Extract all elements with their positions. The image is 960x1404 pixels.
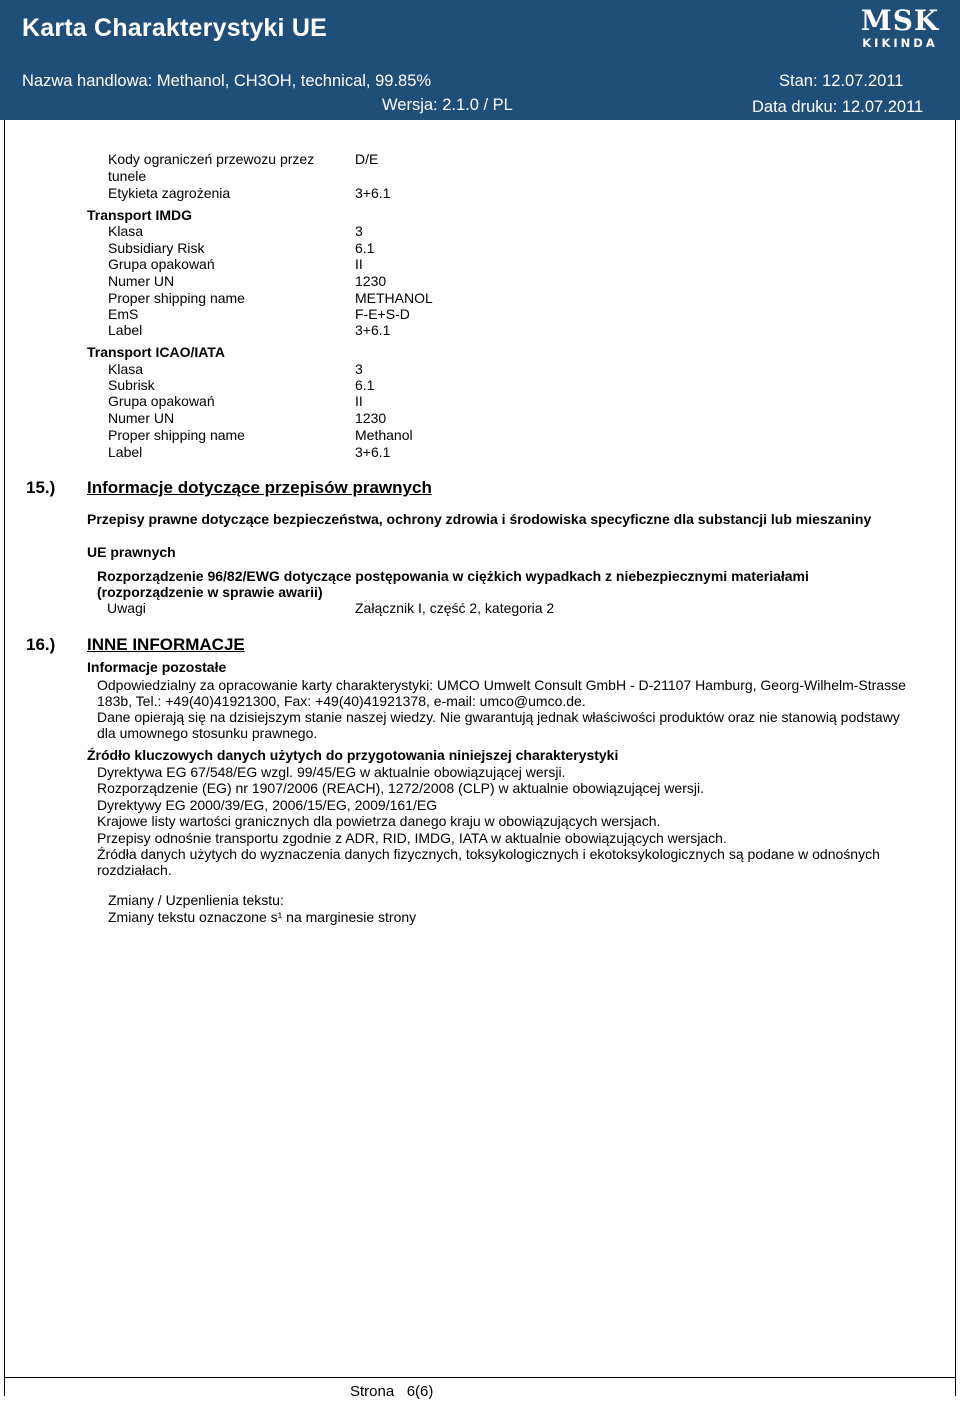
logo-sub-text: KIKINDA <box>862 36 938 50</box>
company-logo <box>854 6 946 56</box>
other-info-line: dla umownego stosunku prawnego. <box>97 725 318 741</box>
imdg-row-value: 3 <box>355 223 363 239</box>
icao-row-label: Subrisk <box>108 377 155 393</box>
imdg-row-label: Subsidiary Risk <box>108 240 205 256</box>
other-info-title: Informacje pozostałe <box>87 659 227 675</box>
imdg-row-label: Grupa opakowań <box>108 256 215 272</box>
data-source-line: Rozporządzenie (EG) nr 1907/2006 (REACH), 1272/2008 (CLP) w aktualnie obowiązującej wersji. <box>97 780 704 796</box>
icao-title: Transport ICAO/IATA <box>87 344 225 360</box>
logo-main-text: MSK <box>860 4 940 37</box>
section-15-title: Informacje dotyczące przepisów prawnych <box>87 478 432 497</box>
document-title: Karta Charakterystyki UE <box>22 14 327 42</box>
imdg-row-label: Klasa <box>108 223 144 239</box>
icao-row-label: Numer UN <box>108 410 175 426</box>
ue-regulations-label: UE prawnych <box>87 544 176 560</box>
data-source-line: Krajowe listy wartości granicznych dla powietrza danego kraju w obowiązujących wersjach. <box>97 813 661 829</box>
uwagi-label: Uwagi <box>107 600 146 616</box>
print-date: Data druku: 12.07.2011 <box>752 98 924 116</box>
page-number: Strona 6(6) <box>350 1383 434 1400</box>
other-info-line: 183b, Tel.: +49(40)41921300, Fax: +49(40)41921378, e-mail: umco@umco.de. <box>97 693 586 709</box>
section-15-subtitle: Przepisy prawne dotyczące bezpieczeństwa, ochrony zdrowia i środowiska specyficzne dla substancji lub mieszaniny <box>87 511 872 527</box>
imdg-row-value: F-E+S-D <box>355 306 410 322</box>
data-sources-title: Źródło kluczowych danych użytych do przygotowania niniejszej charakterystyki <box>87 747 619 763</box>
uwagi-value: Załącznik I, część 2, kategoria 2 <box>355 600 555 616</box>
imdg-row-value: II <box>355 256 363 272</box>
icao-row-value: 3+6.1 <box>355 444 391 460</box>
data-source-line: rozdziałach. <box>97 862 172 878</box>
regulation-line-1: Rozporządzenie 96/82/EWG dotyczące postępowania w ciężkich wypadkach z niebezpiecznymi materiałami <box>97 568 809 584</box>
other-info-line: Odpowiedzialny za opracowanie karty charakterystyki: UMCO Umwelt Consult GmbH - D-21107 Hamburg, Georg-Wilhelm-Strasse <box>97 677 906 693</box>
data-source-line: Dyrektywy EG 2000/39/EG, 2006/15/EG, 2009/161/EG <box>97 797 438 813</box>
data-source-line: Dyrektywa EG 67/548/EG wzgl. 99/45/EG w aktualnie obowiązującej wersji. <box>97 764 566 780</box>
icao-row-label: Grupa opakowań <box>108 393 215 409</box>
icao-row-value: Methanol <box>355 427 413 443</box>
icao-row-value: 6.1 <box>355 377 375 393</box>
section-16-number: 16.) <box>26 635 56 654</box>
regulation-line-2: (rozporządzenie w sprawie awarii) <box>97 584 323 600</box>
other-info-line: Dane opierają się na dzisiejszym stanie naszej wiedzy. Nie gwarantują jednak właściwości produktów oraz nie stanowią podstawy <box>97 709 900 725</box>
section-15-number: 15.) <box>26 478 56 497</box>
icao-row-label: Label <box>108 444 143 460</box>
version: Wersja: 2.1.0 / PL <box>382 96 513 114</box>
imdg-row-label: Label <box>108 322 143 338</box>
stan-date: Stan: 12.07.2011 <box>779 72 904 90</box>
imdg-row-value: 3+6.1 <box>355 322 391 338</box>
document-header <box>0 0 960 120</box>
tunnel-code-value: D/E <box>355 151 379 167</box>
tunnel-code-label-2: tunele <box>108 168 147 184</box>
imdg-row-label: Numer UN <box>108 273 175 289</box>
icao-row-label: Klasa <box>108 361 144 377</box>
icao-row-value: 3 <box>355 361 363 377</box>
imdg-row-label: EmS <box>108 306 139 322</box>
hazard-label: Etykieta zagrożenia <box>108 185 231 201</box>
imdg-row-value: 6.1 <box>355 240 375 256</box>
imdg-row-value: METHANOL <box>355 290 433 306</box>
imdg-row-label: Proper shipping name <box>108 290 245 306</box>
data-source-line: Przepisy odnośnie transportu zgodnie z ADR, RID, IMDG, IATA w aktualnie obowiązujących wersjach. <box>97 830 727 846</box>
data-source-line: Źródła danych użytych do wyznaczenia danych fizycznych, toksykologicznych i ekotoksykologicznych są podane w odnośnych <box>97 846 880 862</box>
trade-name: Nazwa handlowa: Methanol, CH3OH, technical, 99.85% <box>22 72 432 90</box>
page-frame-bottom <box>4 1377 956 1378</box>
hazard-value: 3+6.1 <box>355 185 391 201</box>
changes-note: Zmiany tekstu oznaczone s¹ na marginesie strony <box>108 909 417 925</box>
icao-row-value: 1230 <box>355 410 387 426</box>
imdg-title: Transport IMDG <box>87 207 193 223</box>
tunnel-code-label-1: Kody ograniczeń przewozu przez <box>108 151 315 167</box>
changes-label: Zmiany / Uzpenlienia tekstu: <box>108 892 284 908</box>
icao-row-label: Proper shipping name <box>108 427 245 443</box>
imdg-row-value: 1230 <box>355 273 387 289</box>
icao-row-value: II <box>355 393 363 409</box>
section-16-title: INNE INFORMACJE <box>87 635 245 654</box>
